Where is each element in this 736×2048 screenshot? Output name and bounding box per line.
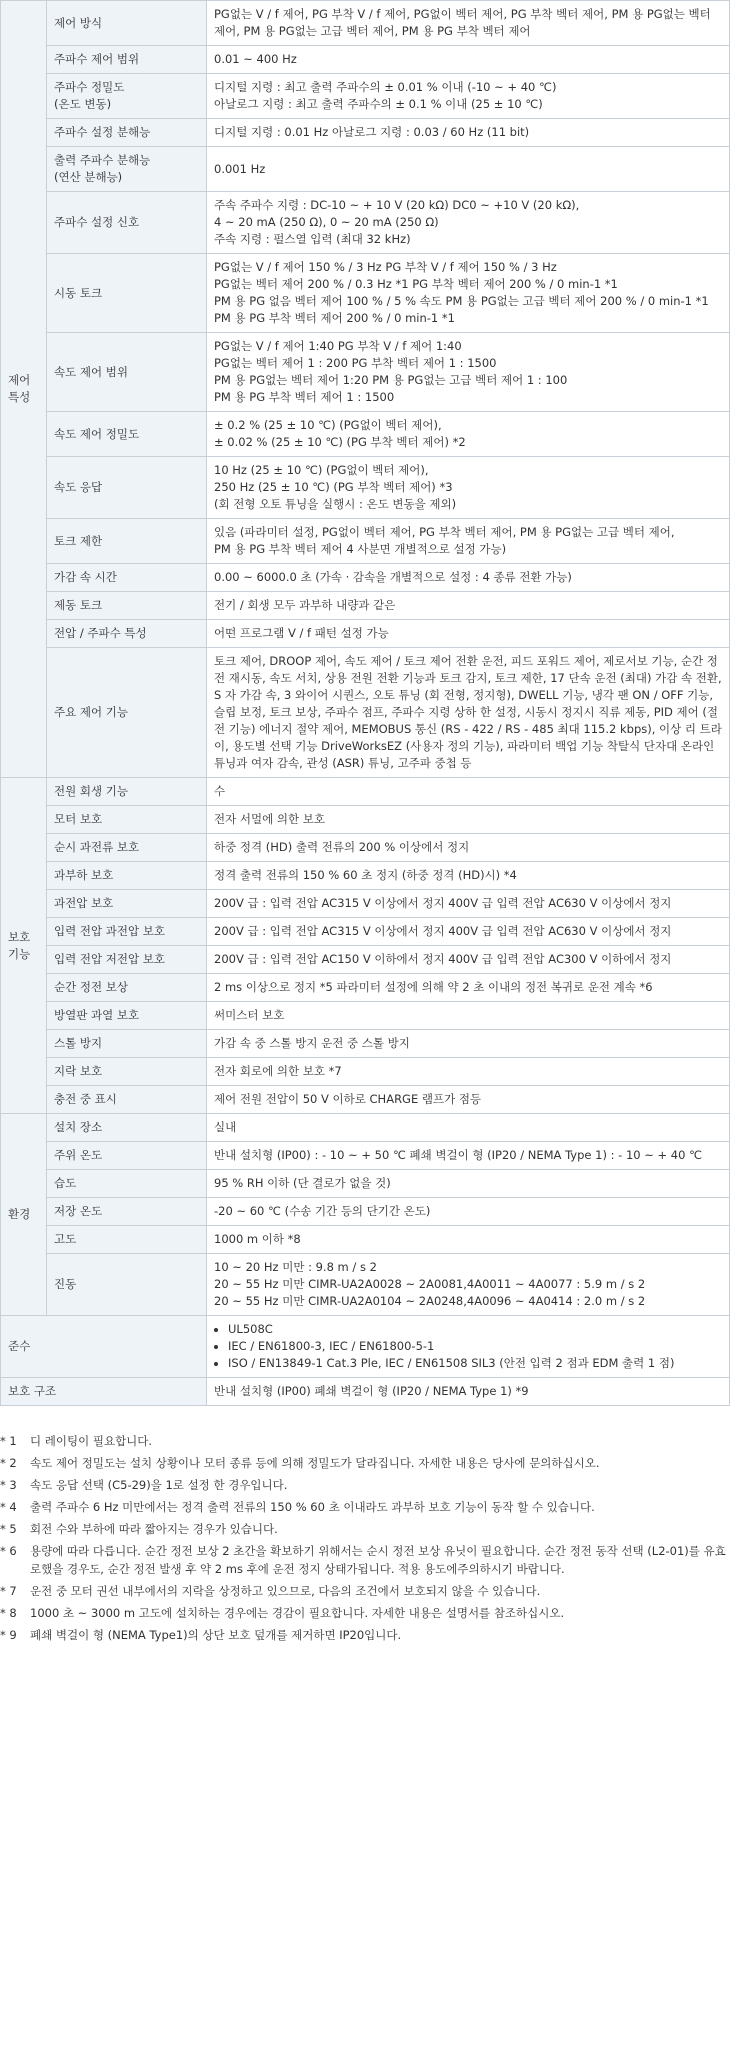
spec-row (1, 147, 730, 192)
spec-row (1, 74, 730, 119)
footnote-mark: * 1 (0, 1434, 17, 1448)
compliance-list (207, 1316, 730, 1378)
spec-value (207, 254, 730, 333)
footnote-mark: * 9 (0, 1628, 17, 1642)
spec-label: 스톨 방지 (47, 1030, 207, 1058)
spec-row (1, 778, 730, 806)
spec-value (207, 333, 730, 412)
spec-label: 주위 온도 (47, 1142, 207, 1170)
spec-value-line: PM 용 PG없는 벡터 제어 1:20 PM 용 PG없는 고급 벡터 제어 1 : 100 (214, 373, 568, 387)
footnote-text: 회전 수와 부하에 따라 짧아지는 경우가 있습니다. (30, 1522, 278, 1536)
spec-label: 주파수 설정 분해능 (47, 119, 207, 147)
footnote-mark: * 3 (0, 1478, 17, 1492)
spec-value-line: 10 ~ 20 Hz 미만 : 9.8 m / s 2 (214, 1260, 377, 1274)
spec-row (1, 192, 730, 254)
spec-value (207, 1086, 730, 1114)
spec-value-line: 토크 제어, DROOP 제어, 속도 제어 / 토크 제어 전환 운전, 피드 포워드 제어, 제로서보 기능, 순간 정전 재시동, 속도 서치, 상용 전원 전환 기능과 토크 감지, 토크 제한, 17 단속 운전 (최대) 가감 속 전환, S 자 가감 속, 3 와이어 시퀀스, 오토 튜닝 (회 전형, 정지형), DWELL 기능, 냉각 팬 ON / OFF 기능, 슬립 보정, 토크 보상, 주파수 점프, 주파수 지령 상하 한 설정, 시동시 정지시 직류 제동, PID 제어 (절전 기능) 에너지 절약 제어, MEMOBUS 통신 (RS - 422 / RS - 485 최대 115.2 kbps), 이상 리 트라이, 용도별 선택 기능 DriveWorksEZ (사용자 정의 기능), 파라미터 백업 기능 착탈식 단자대 온라인 튜닝과 여자 감속, 관성 (ASR) 튜닝, 고주파 중첩 등 (214, 654, 722, 770)
spec-label: 주파수 설정 신호 (47, 192, 207, 254)
spec-label: 과전압 보호 (47, 890, 207, 918)
spec-value-line: PG없는 V / f 제어, PG 부착 V / f 제어, PG없이 벡터 제어, PG 부착 벡터 제어, PM 용 PG없는 벡터 제어, PM 용 PG없는 고급 벡터 제어, PM 용 PG 부착 벡터 제어 (214, 7, 711, 38)
spec-value (207, 974, 730, 1002)
spec-label: 전압 / 주파수 특성 (47, 620, 207, 648)
spec-label: 충전 중 표시 (47, 1086, 207, 1114)
spec-value (207, 1254, 730, 1316)
spec-label: 토크 제한 (47, 519, 207, 564)
spec-label: 속도 응답 (47, 457, 207, 519)
group-label-compliance: 준수 (1, 1316, 207, 1378)
footnote (0, 1582, 730, 1600)
spec-label: 속도 제어 정밀도 (47, 412, 207, 457)
spec-row (1, 519, 730, 564)
spec-value (207, 946, 730, 974)
spec-value (207, 564, 730, 592)
footnote-mark: * 5 (0, 1522, 17, 1536)
spec-value-line: PG없는 벡터 제어 1 : 200 PG 부착 벡터 제어 1 : 1500 (214, 356, 497, 370)
spec-row (1, 1142, 730, 1170)
spec-value-line: 200V 급 : 입력 전압 AC315 V 이상에서 정지 400V 급 입력 전압 AC630 V 이상에서 정지 (214, 924, 672, 938)
spec-row (1, 1002, 730, 1030)
spec-row (1, 1226, 730, 1254)
footnote-text: 출력 주파수 6 Hz 미만에서는 정격 출력 전류의 150 % 60 초 이내라도 과부하 보호 기능이 동작 할 수 있습니다. (30, 1500, 595, 1514)
spec-label: 속도 제어 범위 (47, 333, 207, 412)
spec-label: 저장 온도 (47, 1198, 207, 1226)
spec-value-line: PM 용 PG 부착 벡터 제어 200 % / 0 min-1 *1 (214, 311, 455, 325)
footnote-text: 용량에 따라 다릅니다. 순간 정전 보상 2 초간을 확보하기 위해서는 순시 정전 보상 유닛이 필요합니다. 순간 정전 동작 선택 (L2-01)를 유효로했을 경우도, 순간 정전 발생 후 약 2 ms 후에 운전 정지 상태가됩니다. 적용 용도에주의하시기 바랍니다. (30, 1544, 726, 1576)
spec-value-line: 200V 급 : 입력 전압 AC150 V 이하에서 정지 400V 급 입력 전압 AC300 V 이하에서 정지 (214, 952, 672, 966)
spec-value-line: 전자 서멀에 의한 보호 (214, 812, 325, 826)
spec-label: 모터 보호 (47, 806, 207, 834)
spec-row (1, 333, 730, 412)
footnote (0, 1476, 730, 1494)
spec-label: 제동 토크 (47, 592, 207, 620)
spec-row (1, 592, 730, 620)
spec-value-line: 전기 / 회생 모두 과부하 내량과 같은 (214, 598, 396, 612)
group-label-environment: 환경 (1, 1114, 47, 1316)
spec-row (1, 862, 730, 890)
spec-value (207, 620, 730, 648)
spec-row (1, 254, 730, 333)
spec-value-line: ± 0.02 % (25 ± 10 ℃) (PG 부착 벡터 제어) *2 (214, 435, 466, 449)
spec-label: 시동 토크 (47, 254, 207, 333)
spec-value-line: 주속 지령 : 펄스열 입력 (최대 32 kHz) (214, 232, 411, 246)
spec-label: 고도 (47, 1226, 207, 1254)
spec-row (1, 46, 730, 74)
spec-row (1, 564, 730, 592)
footnote-mark: * 8 (0, 1606, 17, 1620)
footnote-text: 폐쇄 벽걸이 형 (NEMA Type1)의 상단 보호 덮개를 제거하면 IP20입니다. (30, 1628, 402, 1642)
spec-row (1, 890, 730, 918)
footnote (0, 1432, 730, 1450)
spec-value (207, 778, 730, 806)
spec-value-line: 0.00 ~ 6000.0 초 (가속 · 감속을 개별적으로 설정 : 4 종류 전환 가능) (214, 570, 572, 584)
spec-value-line: 아날로그 지령 : 최고 출력 주파수의 ± 0.1 % 이내 (25 ± 10 ℃) (214, 97, 543, 111)
spec-value (207, 834, 730, 862)
spec-value-line: 0.001 Hz (214, 161, 266, 176)
footnote-mark: * 7 (0, 1584, 17, 1598)
standards-list (214, 1321, 722, 1372)
spec-value-line: 10 Hz (25 ± 10 ℃) (PG없이 벡터 제어), (214, 463, 429, 477)
spec-value-line: PM 용 PG 부착 벡터 제어 4 사분면 개별적으로 설정 가능) (214, 542, 507, 556)
spec-value (207, 74, 730, 119)
standard-item: • ISO / EN13849-1 Cat.3 Ple, IEC / EN61508 SIL3 (안전 입력 2 점과 EDM 출력 1 점) (228, 1355, 722, 1372)
spec-value (207, 890, 730, 918)
spec-value-line: 250 Hz (25 ± 10 ℃) (PG 부착 벡터 제어) *3 (214, 480, 453, 494)
spec-row (1, 119, 730, 147)
spec-label: 지락 보호 (47, 1058, 207, 1086)
spec-value-line: ± 0.2 % (25 ± 10 ℃) (PG없이 벡터 제어), (214, 418, 442, 432)
spec-row (1, 1170, 730, 1198)
spec-value (207, 1170, 730, 1198)
spec-label: 출력 주파수 분해능 (연산 분해능) (47, 147, 207, 192)
spec-value (207, 1142, 730, 1170)
footnote-text: 속도 응답 선택 (C5-29)을 1로 설정 한 경우입니다. (30, 1478, 288, 1492)
spec-row (1, 1254, 730, 1316)
spec-value-line: 어떤 프로그램 V / f 패턴 설정 가능 (214, 626, 389, 640)
spec-row (1, 834, 730, 862)
spec-label: 과부하 보호 (47, 862, 207, 890)
spec-label: 주파수 정밀도 (온도 변동) (47, 74, 207, 119)
footnote (0, 1520, 730, 1538)
group-label-control: 제어 특성 (1, 1, 47, 778)
standard-item: • UL508C (228, 1321, 722, 1338)
spec-value (207, 1, 730, 46)
spec-value (207, 147, 730, 192)
standard-item: • IEC / EN61800-3, IEC / EN61800-5-1 (228, 1338, 722, 1355)
footnote-mark: * 4 (0, 1500, 17, 1514)
spec-value-line: 수 (214, 784, 226, 798)
spec-value-line: 1000 m 이하 *8 (214, 1232, 301, 1246)
spec-label: 순시 과전류 보호 (47, 834, 207, 862)
spec-value-line: 전자 회로에 의한 보호 *7 (214, 1064, 342, 1078)
spec-value-line: 20 ~ 55 Hz 미만 CIMR-UA2A0028 ~ 2A0081,4A0011 ~ 4A0077 : 5.9 m / s 2 (214, 1277, 646, 1291)
spec-value-line: -20 ~ 60 ℃ (수송 기간 등의 단기간 온도) (214, 1204, 431, 1218)
spec-row-protect-structure (1, 1378, 730, 1406)
spec-row (1, 946, 730, 974)
spec-value (207, 457, 730, 519)
spec-value-line: 써미스터 보호 (214, 1008, 285, 1022)
spec-row (1, 1, 730, 46)
spec-value-line: 실내 (214, 1120, 237, 1134)
spec-label: 입력 전압 저전압 보호 (47, 946, 207, 974)
spec-value (207, 918, 730, 946)
spec-value-line: PG없는 V / f 제어 150 % / 3 Hz PG 부착 V / f 제어 150 % / 3 Hz (214, 260, 557, 274)
footnote-text: 운전 중 모터 권선 내부에서의 지락을 상정하고 있으므로, 다음의 조건에서 보호되지 않을 수 있습니다. (30, 1584, 541, 1598)
spec-row (1, 1058, 730, 1086)
spec-row (1, 457, 730, 519)
spec-value-line: PG없는 V / f 제어 1:40 PG 부착 V / f 제어 1:40 (214, 339, 462, 353)
spec-value-line: 반내 설치형 (IP00) : - 10 ~ + 50 ℃ 폐쇄 벽걸이 형 (IP20 / NEMA Type 1) : - 10 ~ + 40 ℃ (214, 1148, 703, 1162)
spec-value-line: PM 용 PG 없음 벡터 제어 100 % / 5 % 속도 PM 용 PG없는 고급 벡터 제어 200 % / 0 min-1 *1 (214, 294, 709, 308)
spec-value (207, 1002, 730, 1030)
spec-value-line: 95 % RH 이하 (단 결로가 없을 것) (214, 1176, 391, 1190)
spec-label: 설치 장소 (47, 1114, 207, 1142)
spec-value-line: PM 용 PG 부착 벡터 제어 1 : 1500 (214, 390, 395, 404)
spec-value (207, 648, 730, 778)
spec-value-line: (회 전형 오토 튜닝을 실행시 : 온도 변동을 제외) (214, 497, 457, 511)
spec-value-line: 정격 출력 전류의 150 % 60 초 정지 (하중 정격 (HD)시) *4 (214, 868, 517, 882)
footnote (0, 1454, 730, 1472)
spec-value (207, 592, 730, 620)
spec-value (207, 1198, 730, 1226)
spec-label: 방열판 과열 보호 (47, 1002, 207, 1030)
footnote-mark: * 2 (0, 1456, 17, 1470)
spec-value (207, 119, 730, 147)
spec-label: 전원 회생 기능 (47, 778, 207, 806)
spec-value (207, 192, 730, 254)
spec-value (207, 519, 730, 564)
spec-row (1, 648, 730, 778)
spec-row (1, 1114, 730, 1142)
spec-value-line: 하중 정격 (HD) 출력 전류의 200 % 이상에서 정지 (214, 840, 470, 854)
spec-value (207, 1226, 730, 1254)
spec-label: 가감 속 시간 (47, 564, 207, 592)
spec-label: 순간 정전 보상 (47, 974, 207, 1002)
footnote (0, 1604, 730, 1622)
spec-value-line: 2 ms 이상으로 정지 *5 파라미터 설정에 의해 약 2 초 이내의 정전 복귀로 운전 계속 *6 (214, 980, 653, 994)
spec-row (1, 806, 730, 834)
footnotes (0, 1432, 730, 1644)
spec-value-line: 4 ~ 20 mA (250 Ω), 0 ~ 20 mA (250 Ω) (214, 215, 439, 229)
spec-label: 주파수 제어 범위 (47, 46, 207, 74)
spec-value (207, 412, 730, 457)
spec-value-line: 있음 (파라미터 설정, PG없이 벡터 제어, PG 부착 벡터 제어, PM 용 PG없는 고급 벡터 제어, (214, 525, 675, 539)
spec-value (207, 46, 730, 74)
spec-value (207, 1030, 730, 1058)
spec-value-line: 0.01 ~ 400 Hz (214, 52, 297, 66)
spec-label: 진동 (47, 1254, 207, 1316)
footnote-mark: * 6 (0, 1544, 17, 1558)
footnote (0, 1542, 730, 1578)
spec-row (1, 1030, 730, 1058)
spec-value: 반내 설치형 (IP00) 폐쇄 벽걸이 형 (IP20 / NEMA Type 1) *9 (207, 1378, 730, 1406)
spec-row (1, 412, 730, 457)
spec-value-line: 주속 주파수 지령 : DC-10 ~ + 10 V (20 kΩ) DC0 ~ +10 V (20 kΩ), (214, 198, 580, 212)
footnote-text: 속도 제어 정밀도는 설치 상황이나 모터 종류 등에 의해 정밀도가 달라집니다. 자세한 내용은 당사에 문의하십시오. (30, 1456, 600, 1470)
spec-value (207, 862, 730, 890)
spec-label: 보호 구조 (1, 1378, 207, 1406)
spec-value-line: 제어 전원 전압이 50 V 이하로 CHARGE 램프가 점등 (214, 1092, 482, 1106)
footnote (0, 1626, 730, 1644)
spec-value-line: 디지털 지령 : 최고 출력 주파수의 ± 0.01 % 이내 (-10 ~ + 40 ℃) (214, 80, 557, 94)
spec-value-line: 가감 속 중 스톨 방지 운전 중 스톨 방지 (214, 1036, 410, 1050)
spec-row (1, 974, 730, 1002)
spec-row (1, 918, 730, 946)
footnote-text: 1000 초 ~ 3000 m 고도에 설치하는 경우에는 경감이 필요합니다. 자세한 내용은 설명서를 참조하십시오. (30, 1606, 565, 1620)
spec-label: 제어 방식 (47, 1, 207, 46)
spec-value (207, 806, 730, 834)
footnote (0, 1498, 730, 1516)
spec-value-line: 200V 급 : 입력 전압 AC315 V 이상에서 정지 400V 급 입력 전압 AC630 V 이상에서 정지 (214, 896, 672, 910)
spec-label: 습도 (47, 1170, 207, 1198)
spec-label: 입력 전압 과전압 보호 (47, 918, 207, 946)
spec-value-line: 20 ~ 55 Hz 미만 CIMR-UA2A0104 ~ 2A0248,4A0096 ~ 4A0414 : 2.0 m / s 2 (214, 1294, 646, 1308)
spec-value-line: 디지털 지령 : 0.01 Hz 아날로그 지령 : 0.03 / 60 Hz (11 bit) (214, 125, 530, 139)
spec-value (207, 1058, 730, 1086)
spec-value-line: PG없는 벡터 제어 200 % / 0.3 Hz *1 PG 부착 벡터 제어 200 % / 0 min-1 *1 (214, 277, 618, 291)
spec-label: 주요 제어 기능 (47, 648, 207, 778)
spec-row-compliance (1, 1316, 730, 1378)
footnote-text: 디 레이팅이 필요합니다. (30, 1434, 153, 1448)
spec-value (207, 1114, 730, 1142)
group-label-protection: 보호 기능 (1, 778, 47, 1114)
spec-row (1, 620, 730, 648)
spec-row (1, 1198, 730, 1226)
spec-row (1, 1086, 730, 1114)
